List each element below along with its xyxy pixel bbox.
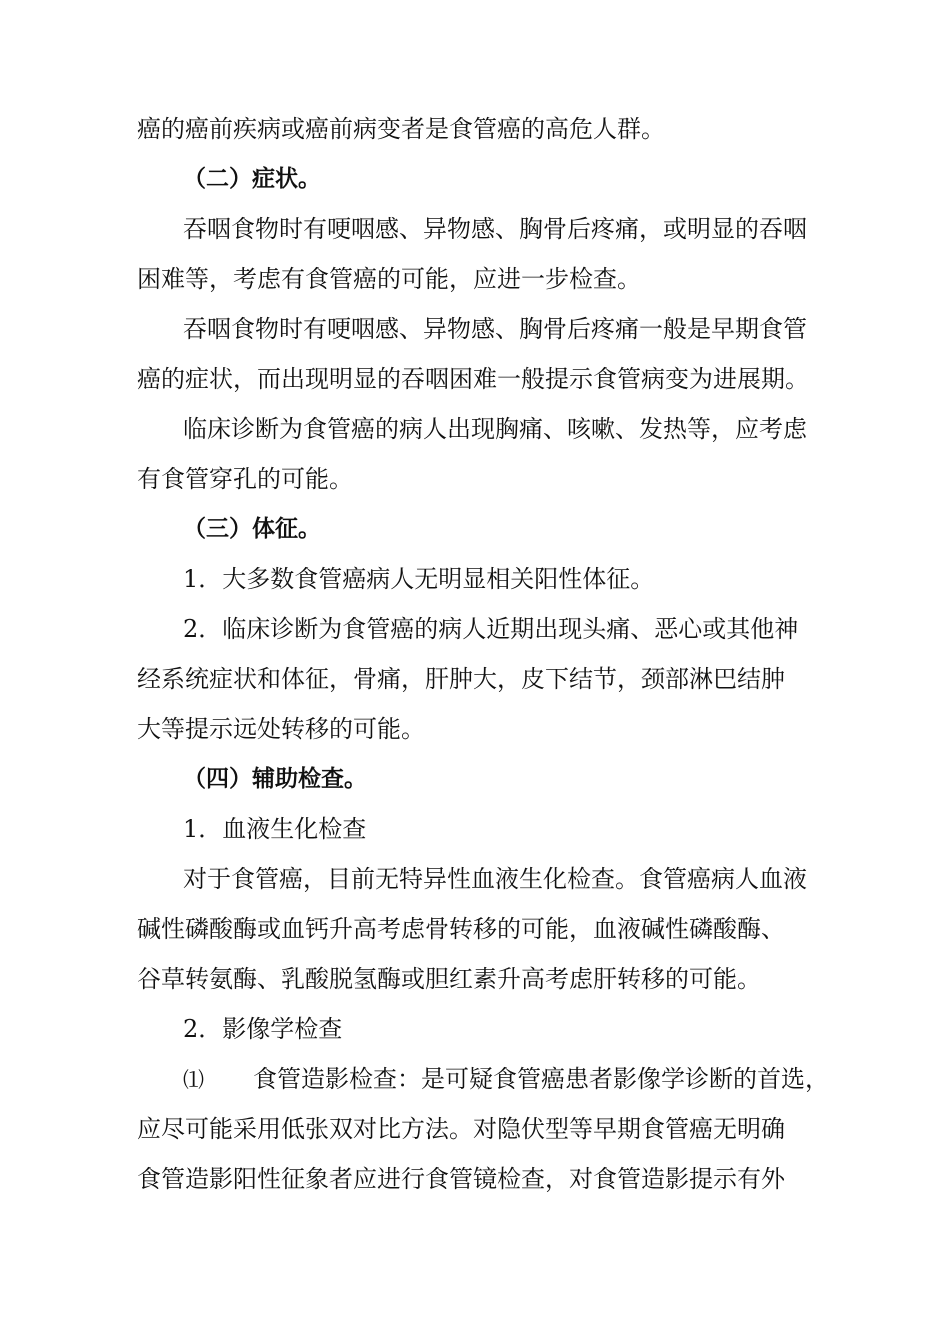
list-item: 2．临床诊断为食管癌的病人近期出现头痛、恶心或其他神 (183, 615, 799, 643)
body-line: 困难等，考虑有食管癌的可能，应进一步检查。 (137, 265, 641, 293)
section-heading-signs: （三）体征。 (183, 516, 321, 542)
body-line: 癌的症状，而出现明显的吞咽困难一般提示食管病变为进展期。 (137, 365, 809, 393)
body-line: 经系统症状和体征，骨痛，肝肿大，皮下结节，颈部淋巴结肿 (137, 665, 785, 693)
subsection-heading: 2．影像学检查 (183, 1015, 343, 1043)
section-heading-symptoms: （二）症状。 (183, 166, 321, 192)
body-line: 临床诊断为食管癌的病人出现胸痛、咳嗽、发热等，应考虑 (183, 415, 807, 443)
body-line: 应尽可能采用低张双对比方法。对隐伏型等早期食管癌无明确 (137, 1115, 785, 1143)
body-line: 有食管穿孔的可能。 (137, 465, 353, 493)
section-heading-auxiliary-exams: （四）辅助检查。 (183, 766, 367, 792)
subsection-heading: 1．血液生化检查 (183, 815, 367, 843)
body-line: 对于食管癌，目前无特异性血液生化检查。食管癌病人血液 (183, 865, 807, 893)
item-marker: ⑴ (183, 1068, 204, 1092)
body-line: 碱性磷酸酶或血钙升高考虑骨转移的可能，血液碱性磷酸酶、 (137, 915, 785, 943)
list-item-text: 食管造影检查：是可疑食管癌患者影像学诊断的首选， (253, 1065, 829, 1093)
list-item (183, 1064, 829, 1094)
body-line: 癌的癌前疾病或癌前病变者是食管癌的高危人群。 (137, 115, 665, 143)
body-line: 吞咽食物时有哽咽感、异物感、胸骨后疼痛，或明显的吞咽 (183, 215, 807, 243)
body-line: 大等提示远处转移的可能。 (137, 715, 425, 743)
body-line: 吞咽食物时有哽咽感、异物感、胸骨后疼痛一般是早期食管 (183, 315, 807, 343)
list-item: 1．大多数食管癌病人无明显相关阳性体征。 (183, 565, 655, 593)
body-line: 食管造影阳性征象者应进行食管镜检查，对食管造影提示有外 (137, 1165, 785, 1193)
body-line: 谷草转氨酶、乳酸脱氢酶或胆红素升高考虑肝转移的可能。 (137, 965, 761, 993)
